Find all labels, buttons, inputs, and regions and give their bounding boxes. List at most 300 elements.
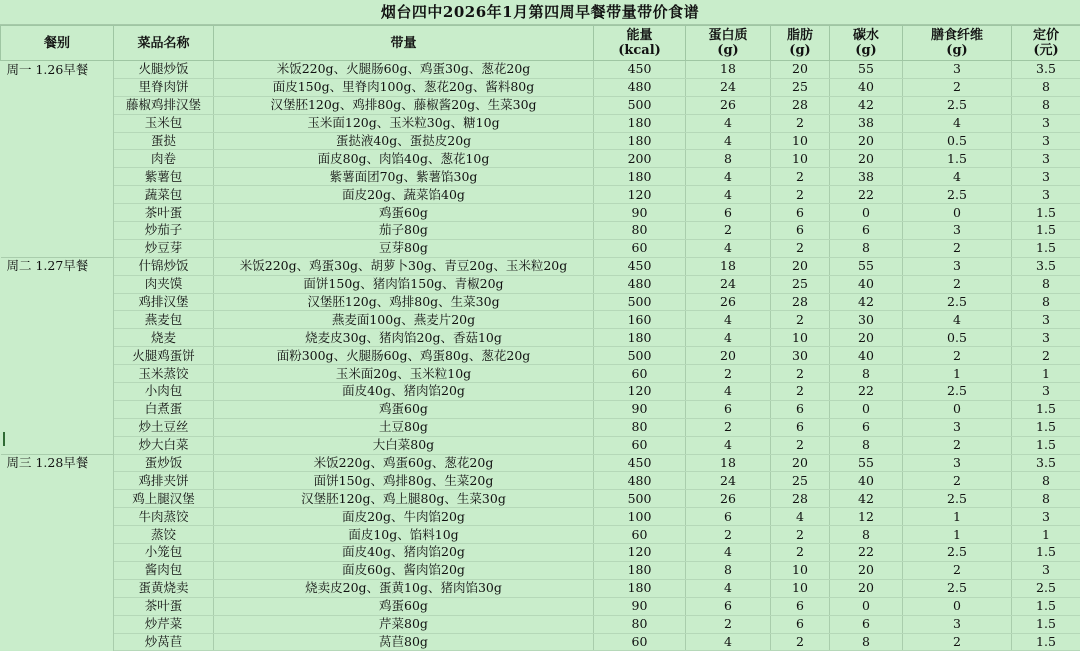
portion-cell[interactable]: 面皮10g、馅料10g xyxy=(214,526,594,544)
header-meal[interactable]: 餐别 xyxy=(1,26,114,61)
meal-cell[interactable] xyxy=(1,168,114,186)
fiber-cell[interactable]: 2 xyxy=(903,347,1012,365)
protein-cell[interactable]: 18 xyxy=(686,454,771,472)
price-cell[interactable]: 1.5 xyxy=(1012,436,1080,454)
protein-cell[interactable]: 26 xyxy=(686,490,771,508)
price-cell[interactable]: 3 xyxy=(1012,329,1080,347)
energy-cell[interactable]: 180 xyxy=(594,114,686,132)
carbs-cell[interactable]: 0 xyxy=(830,400,903,418)
carbs-cell[interactable]: 20 xyxy=(830,329,903,347)
meal-cell[interactable] xyxy=(1,544,114,562)
portion-cell[interactable]: 紫薯面团70g、紫薯馅30g xyxy=(214,168,594,186)
protein-cell[interactable]: 4 xyxy=(686,544,771,562)
fiber-cell[interactable]: 0 xyxy=(903,204,1012,222)
carbs-cell[interactable]: 38 xyxy=(830,114,903,132)
fiber-cell[interactable]: 2 xyxy=(903,472,1012,490)
fat-cell[interactable]: 28 xyxy=(771,293,830,311)
price-cell[interactable]: 1 xyxy=(1012,365,1080,383)
protein-cell[interactable]: 6 xyxy=(686,400,771,418)
fiber-cell[interactable]: 2.5 xyxy=(903,579,1012,597)
meal-cell[interactable] xyxy=(1,239,114,257)
portion-cell[interactable]: 面皮80g、肉馅40g、葱花10g xyxy=(214,150,594,168)
protein-cell[interactable]: 26 xyxy=(686,96,771,114)
dish-name-cell[interactable]: 火腿炒饭 xyxy=(114,61,214,79)
energy-cell[interactable]: 100 xyxy=(594,508,686,526)
header-protein[interactable]: 蛋白质 (g) xyxy=(686,26,771,61)
dish-name-cell[interactable]: 玉米蒸饺 xyxy=(114,365,214,383)
dish-name-cell[interactable]: 燕麦包 xyxy=(114,311,214,329)
fat-cell[interactable]: 4 xyxy=(771,508,830,526)
price-cell[interactable]: 3.5 xyxy=(1012,61,1080,79)
dish-name-cell[interactable]: 什锦炒饭 xyxy=(114,257,214,275)
fat-cell[interactable]: 2 xyxy=(771,186,830,204)
fat-cell[interactable]: 10 xyxy=(771,561,830,579)
meal-cell[interactable] xyxy=(1,150,114,168)
energy-cell[interactable]: 60 xyxy=(594,526,686,544)
portion-cell[interactable]: 米饭220g、火腿肠60g、鸡蛋30g、葱花20g xyxy=(214,61,594,79)
carbs-cell[interactable]: 6 xyxy=(830,222,903,240)
portion-cell[interactable]: 汉堡胚120g、鸡上腿80g、生菜30g xyxy=(214,490,594,508)
dish-name-cell[interactable]: 牛肉蒸饺 xyxy=(114,508,214,526)
fiber-cell[interactable]: 0.5 xyxy=(903,329,1012,347)
fiber-cell[interactable]: 3 xyxy=(903,222,1012,240)
carbs-cell[interactable]: 20 xyxy=(830,132,903,150)
portion-cell[interactable]: 米饭220g、鸡蛋30g、胡萝卜30g、青豆20g、玉米粒20g xyxy=(214,257,594,275)
price-cell[interactable]: 1.5 xyxy=(1012,239,1080,257)
fiber-cell[interactable]: 2.5 xyxy=(903,96,1012,114)
carbs-cell[interactable]: 6 xyxy=(830,615,903,633)
carbs-cell[interactable]: 20 xyxy=(830,561,903,579)
fiber-cell[interactable]: 3 xyxy=(903,418,1012,436)
carbs-cell[interactable]: 42 xyxy=(830,490,903,508)
dish-name-cell[interactable]: 白煮蛋 xyxy=(114,400,214,418)
protein-cell[interactable]: 4 xyxy=(686,114,771,132)
fat-cell[interactable]: 28 xyxy=(771,490,830,508)
dish-name-cell[interactable]: 里脊肉饼 xyxy=(114,78,214,96)
meal-cell[interactable] xyxy=(1,204,114,222)
price-cell[interactable]: 3 xyxy=(1012,168,1080,186)
protein-cell[interactable]: 24 xyxy=(686,275,771,293)
dish-name-cell[interactable]: 火腿鸡蛋饼 xyxy=(114,347,214,365)
energy-cell[interactable]: 180 xyxy=(594,132,686,150)
fiber-cell[interactable]: 0.5 xyxy=(903,132,1012,150)
header-energy[interactable]: 能量 (kcal) xyxy=(594,26,686,61)
meal-cell[interactable] xyxy=(1,96,114,114)
meal-cell[interactable]: 周一 1.26早餐 xyxy=(1,61,114,79)
price-cell[interactable]: 2 xyxy=(1012,347,1080,365)
portion-cell[interactable]: 土豆80g xyxy=(214,418,594,436)
fat-cell[interactable]: 2 xyxy=(771,436,830,454)
dish-name-cell[interactable]: 蛋挞 xyxy=(114,132,214,150)
energy-cell[interactable]: 90 xyxy=(594,204,686,222)
energy-cell[interactable]: 180 xyxy=(594,168,686,186)
portion-cell[interactable]: 面粉300g、火腿肠60g、鸡蛋80g、葱花20g xyxy=(214,347,594,365)
price-cell[interactable]: 1.5 xyxy=(1012,597,1080,615)
fiber-cell[interactable]: 2 xyxy=(903,633,1012,651)
fat-cell[interactable]: 20 xyxy=(771,257,830,275)
fiber-cell[interactable]: 3 xyxy=(903,454,1012,472)
portion-cell[interactable]: 大白菜80g xyxy=(214,436,594,454)
price-cell[interactable]: 8 xyxy=(1012,293,1080,311)
fat-cell[interactable]: 6 xyxy=(771,597,830,615)
portion-cell[interactable]: 烧卖皮20g、蛋黄10g、猪肉馅30g xyxy=(214,579,594,597)
carbs-cell[interactable]: 8 xyxy=(830,633,903,651)
price-cell[interactable]: 3 xyxy=(1012,114,1080,132)
fat-cell[interactable]: 6 xyxy=(771,615,830,633)
dish-name-cell[interactable]: 酱肉包 xyxy=(114,561,214,579)
carbs-cell[interactable]: 55 xyxy=(830,257,903,275)
price-cell[interactable]: 2.5 xyxy=(1012,579,1080,597)
fiber-cell[interactable]: 2 xyxy=(903,239,1012,257)
protein-cell[interactable]: 2 xyxy=(686,526,771,544)
portion-cell[interactable]: 面皮40g、猪肉馅20g xyxy=(214,383,594,401)
price-cell[interactable]: 1.5 xyxy=(1012,418,1080,436)
dish-name-cell[interactable]: 肉卷 xyxy=(114,150,214,168)
meal-cell[interactable] xyxy=(1,579,114,597)
dish-name-cell[interactable]: 鸡排汉堡 xyxy=(114,293,214,311)
price-cell[interactable]: 1.5 xyxy=(1012,400,1080,418)
protein-cell[interactable]: 2 xyxy=(686,365,771,383)
dish-name-cell[interactable]: 小笼包 xyxy=(114,544,214,562)
energy-cell[interactable]: 450 xyxy=(594,61,686,79)
meal-cell[interactable] xyxy=(1,365,114,383)
portion-cell[interactable]: 烧麦皮30g、猪肉馅20g、香菇10g xyxy=(214,329,594,347)
protein-cell[interactable]: 2 xyxy=(686,615,771,633)
fat-cell[interactable]: 2 xyxy=(771,544,830,562)
protein-cell[interactable]: 4 xyxy=(686,633,771,651)
protein-cell[interactable]: 24 xyxy=(686,472,771,490)
carbs-cell[interactable]: 40 xyxy=(830,347,903,365)
fat-cell[interactable]: 10 xyxy=(771,579,830,597)
meal-cell[interactable] xyxy=(1,436,114,454)
dish-name-cell[interactable]: 蛋黄烧卖 xyxy=(114,579,214,597)
energy-cell[interactable]: 480 xyxy=(594,472,686,490)
fat-cell[interactable]: 6 xyxy=(771,204,830,222)
carbs-cell[interactable]: 6 xyxy=(830,418,903,436)
dish-name-cell[interactable]: 玉米包 xyxy=(114,114,214,132)
price-cell[interactable]: 1.5 xyxy=(1012,615,1080,633)
price-cell[interactable]: 1.5 xyxy=(1012,204,1080,222)
energy-cell[interactable]: 120 xyxy=(594,383,686,401)
fiber-cell[interactable]: 1 xyxy=(903,508,1012,526)
meal-cell[interactable] xyxy=(1,78,114,96)
fat-cell[interactable]: 25 xyxy=(771,472,830,490)
protein-cell[interactable]: 8 xyxy=(686,150,771,168)
dish-name-cell[interactable]: 茶叶蛋 xyxy=(114,204,214,222)
fiber-cell[interactable]: 2.5 xyxy=(903,383,1012,401)
fiber-cell[interactable]: 3 xyxy=(903,257,1012,275)
fiber-cell[interactable]: 2.5 xyxy=(903,544,1012,562)
fat-cell[interactable]: 2 xyxy=(771,526,830,544)
meal-cell[interactable] xyxy=(1,400,114,418)
fat-cell[interactable]: 2 xyxy=(771,168,830,186)
protein-cell[interactable]: 24 xyxy=(686,78,771,96)
fiber-cell[interactable]: 2.5 xyxy=(903,490,1012,508)
price-cell[interactable]: 8 xyxy=(1012,96,1080,114)
protein-cell[interactable]: 2 xyxy=(686,222,771,240)
meal-cell[interactable] xyxy=(1,615,114,633)
header-carbs[interactable]: 碳水 (g) xyxy=(830,26,903,61)
dish-name-cell[interactable]: 蒸饺 xyxy=(114,526,214,544)
fat-cell[interactable]: 20 xyxy=(771,454,830,472)
energy-cell[interactable]: 60 xyxy=(594,239,686,257)
price-cell[interactable]: 3 xyxy=(1012,186,1080,204)
dish-name-cell[interactable]: 炒豆芽 xyxy=(114,239,214,257)
carbs-cell[interactable]: 12 xyxy=(830,508,903,526)
fiber-cell[interactable]: 1.5 xyxy=(903,150,1012,168)
energy-cell[interactable]: 120 xyxy=(594,186,686,204)
header-fiber[interactable]: 膳食纤维 (g) xyxy=(903,26,1012,61)
energy-cell[interactable]: 500 xyxy=(594,490,686,508)
energy-cell[interactable]: 200 xyxy=(594,150,686,168)
carbs-cell[interactable]: 22 xyxy=(830,186,903,204)
portion-cell[interactable]: 鸡蛋60g xyxy=(214,597,594,615)
dish-name-cell[interactable]: 肉夹馍 xyxy=(114,275,214,293)
dish-name-cell[interactable]: 炒大白菜 xyxy=(114,436,214,454)
portion-cell[interactable]: 汉堡胚120g、鸡排80g、生菜30g xyxy=(214,293,594,311)
protein-cell[interactable]: 4 xyxy=(686,579,771,597)
dish-name-cell[interactable]: 鸡上腿汉堡 xyxy=(114,490,214,508)
meal-cell[interactable] xyxy=(1,633,114,651)
portion-cell[interactable]: 玉米面120g、玉米粒30g、糖10g xyxy=(214,114,594,132)
fat-cell[interactable]: 20 xyxy=(771,61,830,79)
carbs-cell[interactable]: 0 xyxy=(830,597,903,615)
dish-name-cell[interactable]: 炒芹菜 xyxy=(114,615,214,633)
carbs-cell[interactable]: 40 xyxy=(830,275,903,293)
fat-cell[interactable]: 6 xyxy=(771,418,830,436)
portion-cell[interactable]: 豆芽80g xyxy=(214,239,594,257)
fiber-cell[interactable]: 1 xyxy=(903,365,1012,383)
portion-cell[interactable]: 汉堡胚120g、鸡排80g、藤椒酱20g、生菜30g xyxy=(214,96,594,114)
dish-name-cell[interactable]: 炒茄子 xyxy=(114,222,214,240)
price-cell[interactable]: 8 xyxy=(1012,78,1080,96)
meal-cell[interactable] xyxy=(1,132,114,150)
fiber-cell[interactable]: 1 xyxy=(903,526,1012,544)
portion-cell[interactable]: 芹菜80g xyxy=(214,615,594,633)
meal-cell[interactable] xyxy=(1,383,114,401)
carbs-cell[interactable]: 40 xyxy=(830,78,903,96)
fiber-cell[interactable]: 2 xyxy=(903,78,1012,96)
protein-cell[interactable]: 2 xyxy=(686,418,771,436)
carbs-cell[interactable]: 40 xyxy=(830,472,903,490)
portion-cell[interactable]: 鸡蛋60g xyxy=(214,204,594,222)
protein-cell[interactable]: 6 xyxy=(686,204,771,222)
dish-name-cell[interactable]: 炒莴苣 xyxy=(114,633,214,651)
energy-cell[interactable]: 80 xyxy=(594,418,686,436)
meal-cell[interactable] xyxy=(1,347,114,365)
price-cell[interactable]: 3 xyxy=(1012,508,1080,526)
meal-cell[interactable] xyxy=(1,186,114,204)
meal-cell[interactable] xyxy=(1,329,114,347)
energy-cell[interactable]: 60 xyxy=(594,436,686,454)
portion-cell[interactable]: 燕麦面100g、燕麦片20g xyxy=(214,311,594,329)
price-cell[interactable]: 1.5 xyxy=(1012,222,1080,240)
fat-cell[interactable]: 10 xyxy=(771,150,830,168)
meal-cell[interactable] xyxy=(1,490,114,508)
dish-name-cell[interactable]: 蛋炒饭 xyxy=(114,454,214,472)
fat-cell[interactable]: 2 xyxy=(771,114,830,132)
portion-cell[interactable]: 面皮40g、猪肉馅20g xyxy=(214,544,594,562)
dish-name-cell[interactable]: 茶叶蛋 xyxy=(114,597,214,615)
fiber-cell[interactable]: 3 xyxy=(903,61,1012,79)
energy-cell[interactable]: 90 xyxy=(594,597,686,615)
fat-cell[interactable]: 10 xyxy=(771,329,830,347)
portion-cell[interactable]: 面皮20g、牛肉馅20g xyxy=(214,508,594,526)
energy-cell[interactable]: 60 xyxy=(594,365,686,383)
fat-cell[interactable]: 10 xyxy=(771,132,830,150)
protein-cell[interactable]: 6 xyxy=(686,508,771,526)
protein-cell[interactable]: 4 xyxy=(686,311,771,329)
protein-cell[interactable]: 18 xyxy=(686,257,771,275)
fiber-cell[interactable]: 2 xyxy=(903,561,1012,579)
dish-name-cell[interactable]: 小肉包 xyxy=(114,383,214,401)
meal-cell[interactable] xyxy=(1,114,114,132)
portion-cell[interactable]: 面饼150g、鸡排80g、生菜20g xyxy=(214,472,594,490)
portion-cell[interactable]: 莴苣80g xyxy=(214,633,594,651)
portion-cell[interactable]: 面皮20g、蔬菜馅40g xyxy=(214,186,594,204)
carbs-cell[interactable]: 42 xyxy=(830,293,903,311)
fat-cell[interactable]: 30 xyxy=(771,347,830,365)
protein-cell[interactable]: 4 xyxy=(686,436,771,454)
fat-cell[interactable]: 25 xyxy=(771,78,830,96)
energy-cell[interactable]: 120 xyxy=(594,544,686,562)
fiber-cell[interactable]: 3 xyxy=(903,615,1012,633)
portion-cell[interactable]: 面皮60g、酱肉馅20g xyxy=(214,561,594,579)
price-cell[interactable]: 3 xyxy=(1012,132,1080,150)
carbs-cell[interactable]: 8 xyxy=(830,239,903,257)
fiber-cell[interactable]: 4 xyxy=(903,114,1012,132)
carbs-cell[interactable]: 22 xyxy=(830,544,903,562)
portion-cell[interactable]: 鸡蛋60g xyxy=(214,400,594,418)
meal-cell[interactable] xyxy=(1,472,114,490)
meal-cell[interactable] xyxy=(1,597,114,615)
header-dish-name[interactable]: 菜品名称 xyxy=(114,26,214,61)
meal-cell[interactable]: 周三 1.28早餐 xyxy=(1,454,114,472)
price-cell[interactable]: 1.5 xyxy=(1012,544,1080,562)
price-cell[interactable]: 8 xyxy=(1012,490,1080,508)
fiber-cell[interactable]: 0 xyxy=(903,597,1012,615)
protein-cell[interactable]: 18 xyxy=(686,61,771,79)
protein-cell[interactable]: 4 xyxy=(686,383,771,401)
energy-cell[interactable]: 480 xyxy=(594,78,686,96)
protein-cell[interactable]: 4 xyxy=(686,186,771,204)
fat-cell[interactable]: 2 xyxy=(771,311,830,329)
energy-cell[interactable]: 180 xyxy=(594,329,686,347)
price-cell[interactable]: 3 xyxy=(1012,561,1080,579)
fiber-cell[interactable]: 4 xyxy=(903,168,1012,186)
fat-cell[interactable]: 2 xyxy=(771,365,830,383)
fat-cell[interactable]: 2 xyxy=(771,383,830,401)
meal-cell[interactable] xyxy=(1,526,114,544)
fat-cell[interactable]: 28 xyxy=(771,96,830,114)
price-cell[interactable]: 3 xyxy=(1012,383,1080,401)
energy-cell[interactable]: 450 xyxy=(594,257,686,275)
carbs-cell[interactable]: 8 xyxy=(830,526,903,544)
protein-cell[interactable]: 20 xyxy=(686,347,771,365)
price-cell[interactable]: 8 xyxy=(1012,275,1080,293)
meal-cell[interactable] xyxy=(1,222,114,240)
price-cell[interactable]: 1.5 xyxy=(1012,633,1080,651)
dish-name-cell[interactable]: 炒土豆丝 xyxy=(114,418,214,436)
fiber-cell[interactable]: 4 xyxy=(903,311,1012,329)
header-portion[interactable]: 带量 xyxy=(214,26,594,61)
portion-cell[interactable]: 玉米面20g、玉米粒10g xyxy=(214,365,594,383)
energy-cell[interactable]: 180 xyxy=(594,579,686,597)
meal-cell[interactable]: 周二 1.27早餐 xyxy=(1,257,114,275)
fiber-cell[interactable]: 0 xyxy=(903,400,1012,418)
meal-cell[interactable] xyxy=(1,418,114,436)
carbs-cell[interactable]: 8 xyxy=(830,436,903,454)
dish-name-cell[interactable]: 烧麦 xyxy=(114,329,214,347)
fat-cell[interactable]: 6 xyxy=(771,222,830,240)
carbs-cell[interactable]: 38 xyxy=(830,168,903,186)
energy-cell[interactable]: 80 xyxy=(594,615,686,633)
fiber-cell[interactable]: 2.5 xyxy=(903,186,1012,204)
carbs-cell[interactable]: 42 xyxy=(830,96,903,114)
energy-cell[interactable]: 60 xyxy=(594,633,686,651)
protein-cell[interactable]: 4 xyxy=(686,239,771,257)
portion-cell[interactable]: 米饭220g、鸡蛋60g、葱花20g xyxy=(214,454,594,472)
meal-cell[interactable] xyxy=(1,311,114,329)
protein-cell[interactable]: 4 xyxy=(686,132,771,150)
fiber-cell[interactable]: 2.5 xyxy=(903,293,1012,311)
energy-cell[interactable]: 500 xyxy=(594,347,686,365)
price-cell[interactable]: 1 xyxy=(1012,526,1080,544)
dish-name-cell[interactable]: 蔬菜包 xyxy=(114,186,214,204)
price-cell[interactable]: 3.5 xyxy=(1012,257,1080,275)
protein-cell[interactable]: 8 xyxy=(686,561,771,579)
fiber-cell[interactable]: 2 xyxy=(903,275,1012,293)
meal-cell[interactable] xyxy=(1,508,114,526)
header-price[interactable]: 定价 (元) xyxy=(1012,26,1080,61)
meal-cell[interactable] xyxy=(1,293,114,311)
fat-cell[interactable]: 6 xyxy=(771,400,830,418)
portion-cell[interactable]: 面饼150g、猪肉馅150g、青椒20g xyxy=(214,275,594,293)
dish-name-cell[interactable]: 藤椒鸡排汉堡 xyxy=(114,96,214,114)
price-cell[interactable]: 3 xyxy=(1012,150,1080,168)
carbs-cell[interactable]: 55 xyxy=(830,61,903,79)
carbs-cell[interactable]: 8 xyxy=(830,365,903,383)
carbs-cell[interactable]: 30 xyxy=(830,311,903,329)
protein-cell[interactable]: 4 xyxy=(686,329,771,347)
fat-cell[interactable]: 25 xyxy=(771,275,830,293)
protein-cell[interactable]: 26 xyxy=(686,293,771,311)
price-cell[interactable]: 3.5 xyxy=(1012,454,1080,472)
energy-cell[interactable]: 80 xyxy=(594,222,686,240)
carbs-cell[interactable]: 20 xyxy=(830,150,903,168)
portion-cell[interactable]: 茄子80g xyxy=(214,222,594,240)
meal-cell[interactable] xyxy=(1,275,114,293)
fat-cell[interactable]: 2 xyxy=(771,633,830,651)
header-fat[interactable]: 脂肪 (g) xyxy=(771,26,830,61)
carbs-cell[interactable]: 22 xyxy=(830,383,903,401)
fiber-cell[interactable]: 2 xyxy=(903,436,1012,454)
price-cell[interactable]: 8 xyxy=(1012,472,1080,490)
protein-cell[interactable]: 4 xyxy=(686,168,771,186)
carbs-cell[interactable]: 20 xyxy=(830,579,903,597)
carbs-cell[interactable]: 55 xyxy=(830,454,903,472)
meal-cell[interactable] xyxy=(1,561,114,579)
energy-cell[interactable]: 160 xyxy=(594,311,686,329)
energy-cell[interactable]: 90 xyxy=(594,400,686,418)
price-cell[interactable]: 3 xyxy=(1012,311,1080,329)
dish-name-cell[interactable]: 紫薯包 xyxy=(114,168,214,186)
energy-cell[interactable]: 180 xyxy=(594,561,686,579)
energy-cell[interactable]: 500 xyxy=(594,96,686,114)
energy-cell[interactable]: 450 xyxy=(594,454,686,472)
energy-cell[interactable]: 500 xyxy=(594,293,686,311)
fat-cell[interactable]: 2 xyxy=(771,239,830,257)
